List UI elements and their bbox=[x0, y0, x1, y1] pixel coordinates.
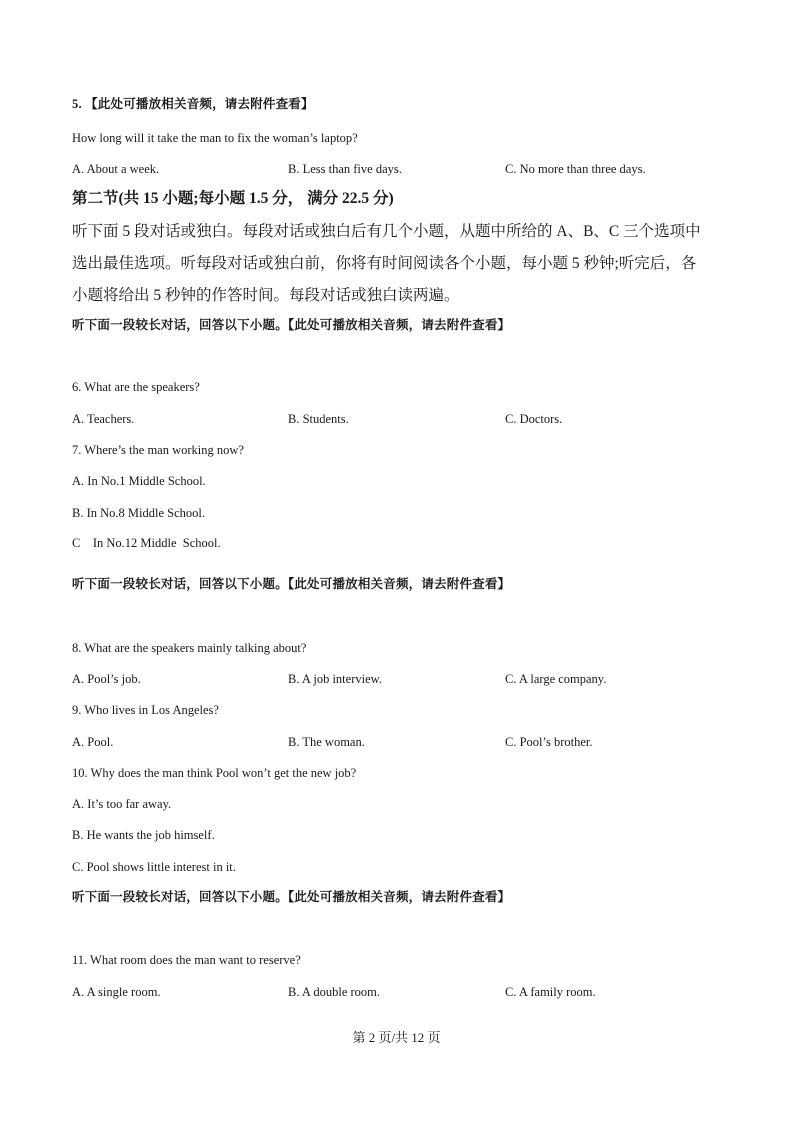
q10-option-b: B. He wants the job himself. bbox=[72, 828, 215, 842]
q10-question: 10. Why does the man think Pool won’t get the new job? bbox=[72, 766, 357, 780]
q5-option-b: B. Less than five days. bbox=[288, 162, 402, 176]
q10-option-c: C. Pool shows little interest in it. bbox=[72, 860, 236, 874]
q8-option-c: C. A large company. bbox=[505, 672, 607, 686]
q11-option-a: A. A single room. bbox=[72, 985, 161, 999]
q9-option-b: B. The woman. bbox=[288, 735, 365, 749]
q7-question: 7. Where’s the man working now? bbox=[72, 443, 244, 457]
q5-option-c: C. No more than three days. bbox=[505, 162, 646, 176]
q7-option-b: B. In No.8 Middle School. bbox=[72, 506, 205, 520]
q5-label: 5. 【此处可播放相关音频，请去附件查看】 bbox=[72, 97, 314, 111]
q10-option-a: A. It’s too far away. bbox=[72, 797, 172, 811]
q9-option-a: A. Pool. bbox=[72, 735, 114, 749]
q6-option-b: B. Students. bbox=[288, 412, 349, 426]
section2-instruction-line-2: 选出最佳选项。听每段对话或独白前，你将有时间阅读各个小题，每小题 5 秒钟;听完后，各 bbox=[72, 255, 697, 272]
q7-option-a: A. In No.1 Middle School. bbox=[72, 474, 206, 488]
section2-instruction-line-3: 小题将给出 5 秒钟的作答时间。每段对话或独白读两遍。 bbox=[72, 287, 460, 304]
q5-option-a: A. About a week. bbox=[72, 162, 160, 176]
audio-prompt-1: 听下面一段较长对话，回答以下小题。【此处可播放相关音频，请去附件查看】 bbox=[72, 318, 511, 332]
q8-options bbox=[72, 671, 712, 687]
section2-heading: 第二节(共 15 小题;每小题 1.5 分， 满分 22.5 分) bbox=[72, 190, 394, 207]
q6-option-a: A. Teachers. bbox=[72, 412, 135, 426]
q11-option-b: B. A double room. bbox=[288, 985, 381, 999]
q6-question: 6. What are the speakers? bbox=[72, 380, 200, 394]
q8-option-b: B. A job interview. bbox=[288, 672, 382, 686]
q11-option-c: C. A family room. bbox=[505, 985, 596, 999]
q5-question: How long will it take the man to fix the woman’s laptop? bbox=[72, 131, 358, 145]
q11-question: 11. What room does the man want to reserve? bbox=[72, 953, 301, 967]
q11-options bbox=[72, 984, 712, 1000]
audio-prompt-2: 听下面一段较长对话，回答以下小题。【此处可播放相关音频，请去附件查看】 bbox=[72, 577, 511, 591]
q7-option-c: C In No.12 Middle School. bbox=[72, 536, 221, 550]
page-number-footer: 第 2 页/共 12 页 bbox=[352, 1030, 441, 1045]
q9-options bbox=[72, 734, 712, 750]
q8-option-a: A. Pool’s job. bbox=[72, 672, 141, 686]
section2-instruction-line-1: 听下面 5 段对话或独白。每段对话或独白后有几个小题，从题中所给的 A、B、C 三个选项中 bbox=[72, 223, 701, 240]
q8-question: 8. What are the speakers mainly talking about? bbox=[72, 641, 307, 655]
q9-option-c: C. Pool’s brother. bbox=[505, 735, 593, 749]
q5-options bbox=[72, 161, 712, 177]
audio-prompt-3: 听下面一段较长对话，回答以下小题。【此处可播放相关音频，请去附件查看】 bbox=[72, 890, 511, 904]
q6-options bbox=[72, 411, 712, 427]
q6-option-c: C. Doctors. bbox=[505, 412, 563, 426]
q9-question: 9. Who lives in Los Angeles? bbox=[72, 703, 219, 717]
